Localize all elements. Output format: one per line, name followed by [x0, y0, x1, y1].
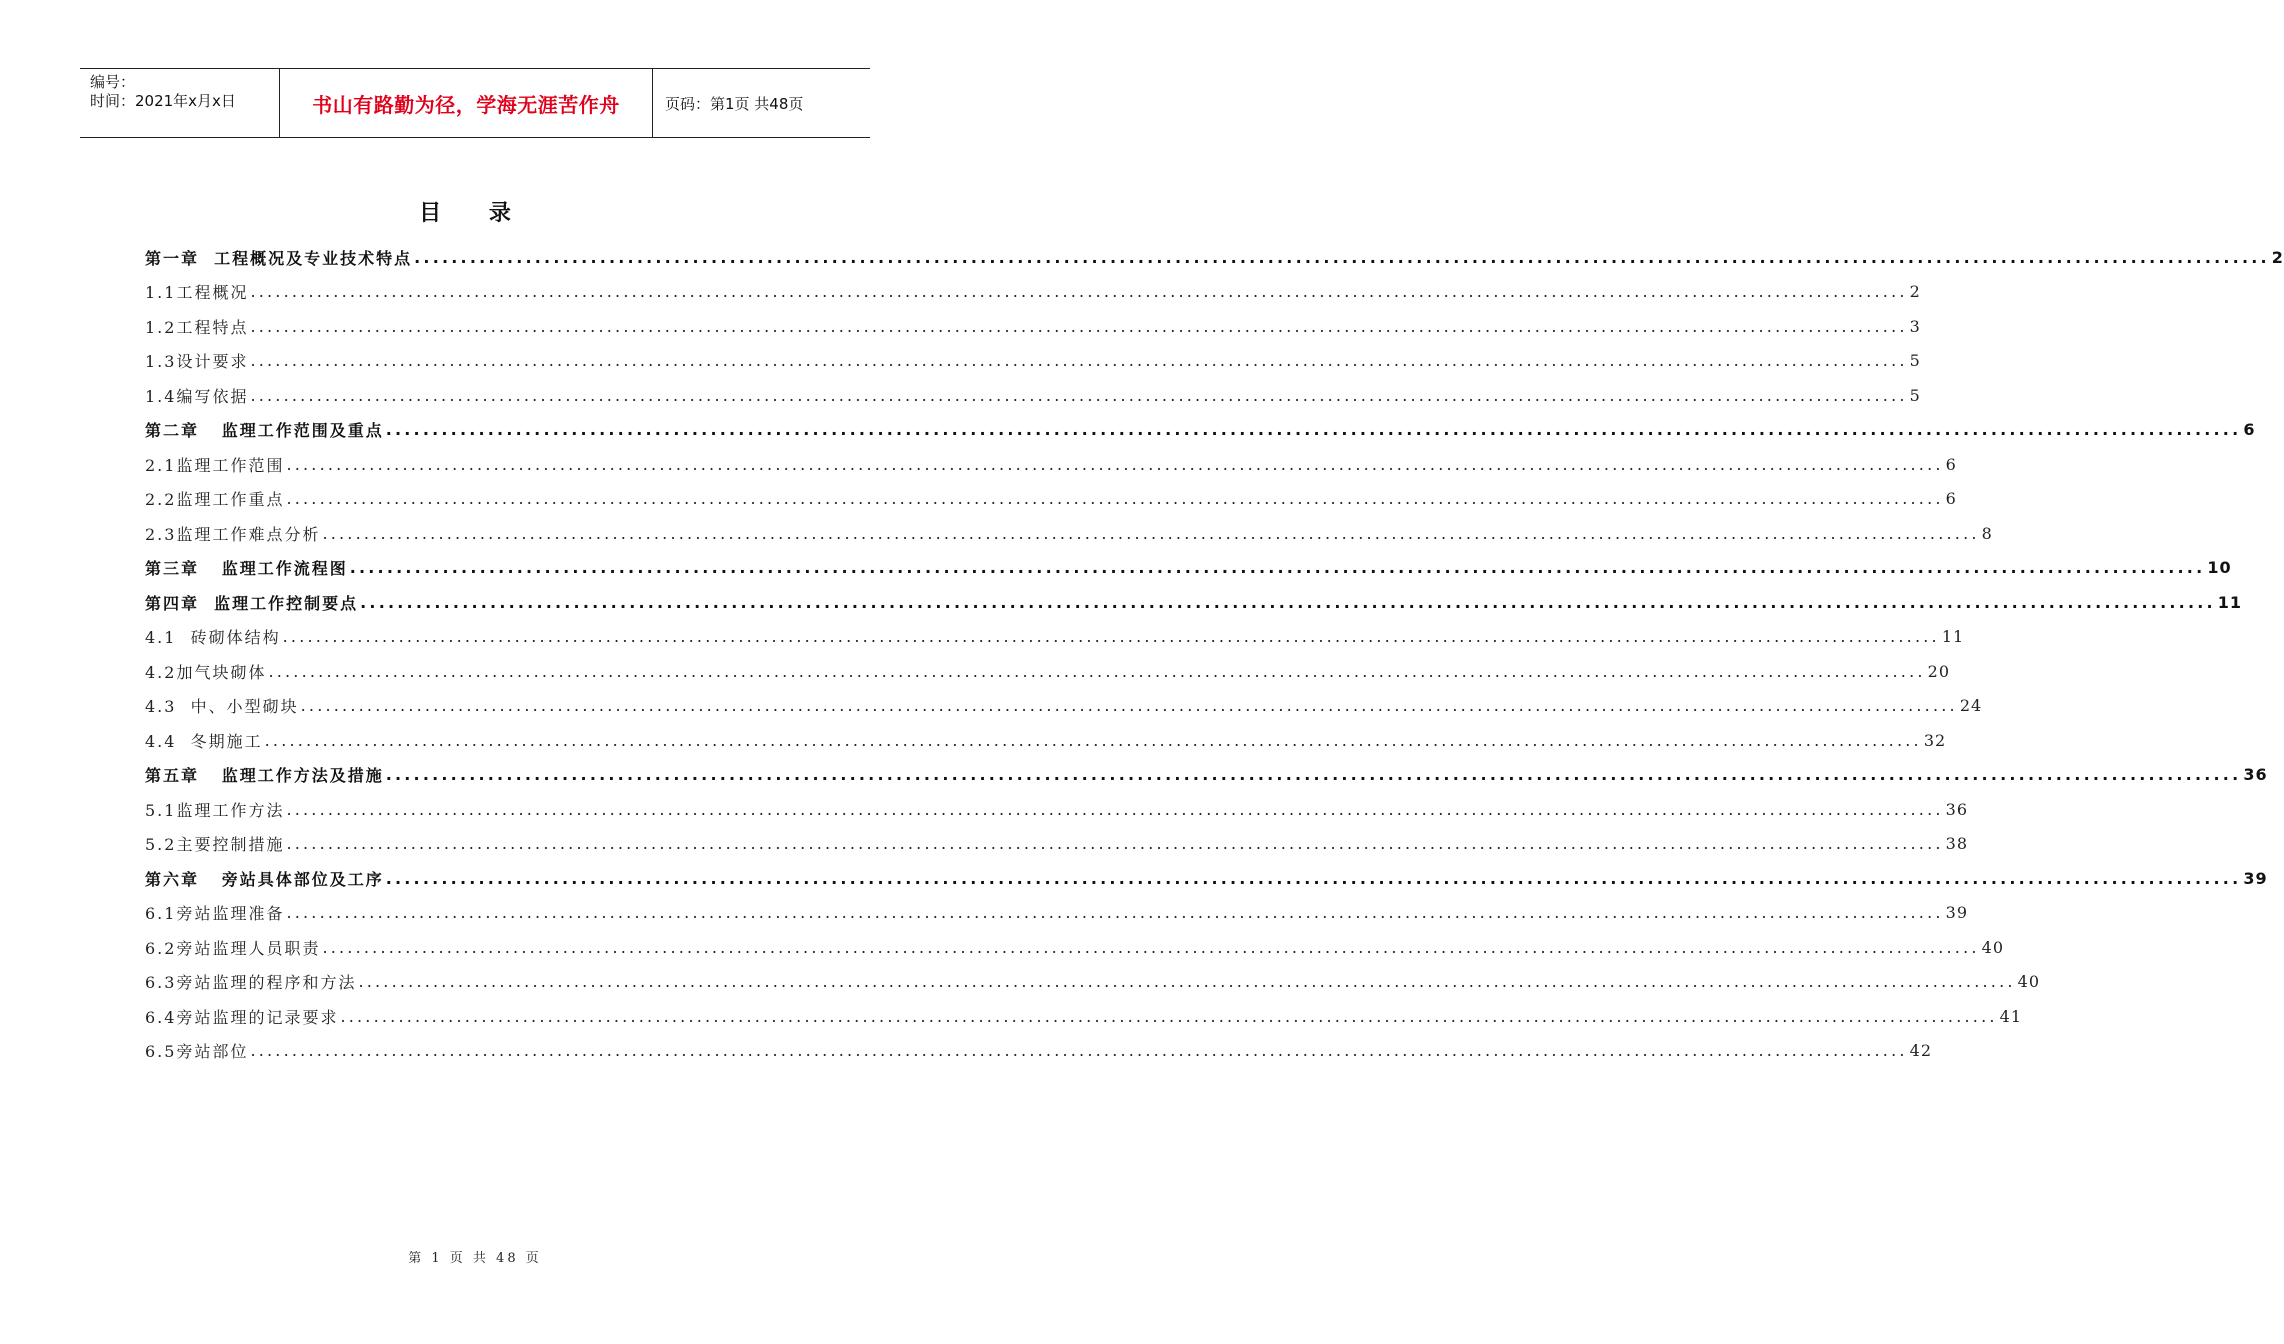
toc-leader-dots: ........................................................................................................................................................................................................ [286, 903, 1944, 923]
document-date-label: 时间：2021年x月x日 [90, 92, 236, 110]
toc-section-entry[interactable] [145, 965, 2040, 1000]
toc-entry-page: 40 [2017, 972, 2040, 992]
toc-entry-label: 4.2加气块砌体 [145, 662, 267, 682]
toc-entry-page: 5 [1909, 351, 1921, 371]
toc-entry-page: 8 [1981, 523, 1993, 543]
toc-leader-dots: ........................................................................................................................................................................................................ [414, 247, 2270, 267]
toc-chapter-entry[interactable] [145, 551, 2232, 586]
toc-entry-label: 第三章 监理工作流程图 [145, 559, 348, 579]
table-of-contents [145, 240, 2284, 1068]
toc-leader-dots: ........................................................................................................................................................................................................ [322, 523, 1980, 543]
toc-entry-page: 6 [1945, 454, 1957, 474]
toc-leader-dots: ........................................................................................................................................................................................................ [385, 868, 2242, 888]
toc-section-entry[interactable] [145, 482, 1957, 517]
toc-entry-label: 2.1监理工作范围 [145, 455, 285, 475]
toc-section-entry[interactable] [145, 654, 1950, 689]
toc-entry-page: 39 [2243, 868, 2268, 888]
toc-section-entry[interactable] [145, 792, 1968, 827]
toc-section-entry[interactable] [145, 275, 1921, 310]
toc-entry-page: 38 [1945, 834, 1968, 854]
toc-entry-page: 24 [1959, 696, 1983, 716]
toc-leader-dots: ........................................................................................................................................................................................................ [250, 316, 1908, 336]
toc-entry-label: 6.2旁站监理人员职责 [145, 938, 321, 958]
toc-entry-page: 40 [1981, 937, 2004, 957]
toc-entry-label: 2.3监理工作难点分析 [145, 524, 321, 544]
toc-entry-label: 第四章 监理工作控制要点 [145, 593, 359, 613]
toc-entry-label: 6.1旁站监理准备 [145, 904, 285, 924]
toc-leader-dots: ........................................................................................................................................................................................................ [250, 282, 1908, 302]
toc-entry-page: 10 [2207, 558, 2232, 578]
toc-entry-page: 11 [1941, 627, 1965, 647]
toc-section-entry[interactable] [145, 930, 2004, 965]
toc-leader-dots: ........................................................................................................................................................................................................ [385, 765, 2242, 785]
toc-section-entry[interactable] [145, 689, 1983, 724]
toc-leader-dots: ........................................................................................................................................................................................................ [349, 558, 2206, 578]
toc-leader-dots: ........................................................................................................................................................................................................ [268, 661, 1926, 681]
toc-entry-page: 2 [2271, 247, 2284, 267]
toc-leader-dots: ........................................................................................................................................................................................................ [300, 696, 1958, 716]
document-number-label: 编号： [90, 73, 136, 91]
toc-leader-dots: ........................................................................................................................................................................................................ [264, 730, 1922, 750]
toc-entry-label: 5.2主要控制措施 [145, 835, 285, 855]
toc-entry-label: 1.4编写依据 [145, 386, 249, 406]
toc-section-entry[interactable] [145, 378, 1921, 413]
toc-entry-label: 4.3 中、小型砌块 [145, 697, 299, 717]
toc-section-entry[interactable] [145, 723, 1947, 758]
toc-entry-page: 11 [2217, 592, 2243, 612]
toc-entry-page: 42 [1909, 1041, 1932, 1061]
toc-title: 目 录 [419, 201, 531, 226]
toc-chapter-entry[interactable] [145, 758, 2268, 793]
toc-entry-label: 1.2工程特点 [145, 317, 249, 337]
toc-entry-page: 20 [1927, 661, 1950, 681]
toc-entry-label: 5.1监理工作方法 [145, 800, 285, 820]
toc-entry-page: 3 [1909, 316, 1921, 336]
toc-section-entry[interactable] [145, 620, 1965, 655]
toc-entry-page: 6 [2243, 420, 2256, 440]
header-motto: 书山有路勤为径，学海无涯苦作舟 [280, 69, 653, 137]
toc-entry-label: 第五章 监理工作方法及措施 [145, 766, 384, 786]
toc-leader-dots: ........................................................................................................................................................................................................ [360, 592, 2216, 612]
toc-entry-label: 6.4旁站监理的记录要求 [145, 1007, 339, 1027]
toc-entry-label: 第二章 监理工作范围及重点 [145, 421, 384, 441]
toc-leader-dots: ........................................................................................................................................................................................................ [385, 420, 2242, 440]
toc-section-entry[interactable] [145, 999, 2022, 1034]
header-page-info: 页码：第1页 共48页 [665, 94, 804, 113]
toc-section-entry[interactable] [145, 516, 1993, 551]
page-footer: 第 1 页 共 48 页 [408, 1251, 542, 1266]
toc-leader-dots: ........................................................................................................................................................................................................ [286, 799, 1944, 819]
toc-entry-page: 6 [1945, 489, 1957, 509]
toc-leader-dots: ........................................................................................................................................................................................................ [322, 937, 1980, 957]
toc-chapter-entry[interactable] [145, 240, 2284, 275]
toc-entry-page: 36 [1945, 799, 1968, 819]
toc-entry-label: 2.2监理工作重点 [145, 490, 285, 510]
toc-entry-page: 36 [2243, 765, 2268, 785]
toc-entry-label: 6.3旁站监理的程序和方法 [145, 973, 357, 993]
toc-section-entry[interactable] [145, 1034, 1932, 1069]
toc-chapter-entry[interactable] [145, 585, 2243, 620]
toc-entry-label: 6.5旁站部位 [145, 1042, 249, 1062]
toc-leader-dots: ........................................................................................................................................................................................................ [250, 351, 1908, 371]
toc-entry-page: 41 [1999, 1006, 2022, 1026]
toc-leader-dots: ........................................................................................................................................................................................................ [358, 972, 2016, 992]
page-header [80, 68, 870, 138]
toc-entry-label: 第六章 旁站具体部位及工序 [145, 869, 384, 889]
toc-section-entry[interactable] [145, 827, 1968, 862]
toc-entry-label: 4.1 砖砌体结构 [145, 628, 281, 648]
toc-chapter-entry[interactable] [145, 861, 2268, 896]
toc-entry-label: 1.1工程概况 [145, 283, 249, 303]
toc-section-entry[interactable] [145, 309, 1921, 344]
toc-leader-dots: ........................................................................................................................................................................................................ [286, 454, 1944, 474]
toc-chapter-entry[interactable] [145, 413, 2256, 448]
toc-entry-label: 4.4 冬期施工 [145, 731, 263, 751]
toc-leader-dots: ........................................................................................................................................................................................................ [286, 834, 1944, 854]
toc-entry-label: 1.3设计要求 [145, 352, 249, 372]
toc-leader-dots: ........................................................................................................................................................................................................ [340, 1006, 1998, 1026]
toc-leader-dots: ........................................................................................................................................................................................................ [250, 1041, 1908, 1061]
toc-entry-page: 2 [1909, 282, 1921, 302]
toc-leader-dots: ........................................................................................................................................................................................................ [250, 385, 1908, 405]
toc-entry-page: 32 [1923, 730, 1947, 750]
toc-section-entry[interactable] [145, 344, 1921, 379]
toc-section-entry[interactable] [145, 896, 1968, 931]
toc-leader-dots: ........................................................................................................................................................................................................ [282, 627, 1940, 647]
header-meta [80, 69, 280, 137]
toc-section-entry[interactable] [145, 447, 1957, 482]
toc-entry-label: 第一章 工程概况及专业技术特点 [145, 248, 413, 268]
toc-entry-page: 39 [1945, 903, 1968, 923]
toc-leader-dots: ........................................................................................................................................................................................................ [286, 489, 1944, 509]
toc-entry-page: 5 [1909, 385, 1921, 405]
